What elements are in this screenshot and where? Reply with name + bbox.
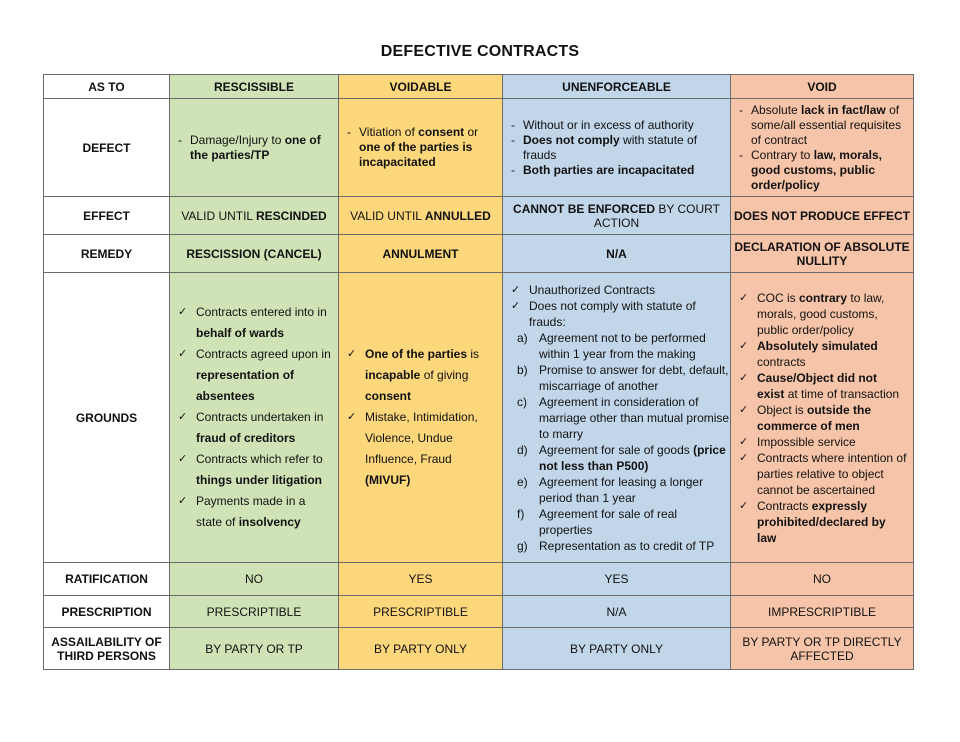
- list-item: ✓ Cause/Object did not exist at time of transaction: [739, 370, 900, 401]
- assailability-row: [44, 628, 914, 670]
- assailability-void: BY PARTY OR TP DIRECTLY AFFECTED: [731, 628, 914, 670]
- list-item: ✓ Impossible service: [739, 434, 856, 449]
- ratification-rescissible: NO: [170, 563, 339, 596]
- sub-list-item: g) Representation as to credit of TP: [517, 538, 715, 553]
- list-item: ✓ Contracts expressly prohibited/declared by law: [739, 498, 886, 545]
- sub-list-item: b) Promise to answer for debt, default, miscarriage of another: [517, 362, 729, 393]
- list-item: - Contrary to law, morals, good customs, public order/policy: [739, 148, 907, 193]
- list-item: ✓ Unauthorized Contracts: [511, 282, 656, 297]
- header-rescissible: RESCISSIBLE: [170, 75, 339, 99]
- document-title: DEFECTIVE CONTRACTS: [380, 43, 580, 60]
- ratification-unenforceable: YES: [503, 563, 731, 596]
- list-item: - Both parties are incapacitated: [511, 163, 724, 178]
- check-icon: ✓: [739, 499, 749, 512]
- grounds-row: [44, 273, 914, 563]
- list-item: ✓ One of the parties is incapable of giving consent: [347, 344, 496, 407]
- remedy-void: DECLARATION OF ABSOLUTE NULLITY: [731, 235, 914, 273]
- list-item: ✓ Absolutely simulated contracts: [739, 338, 878, 369]
- check-icon: ✓: [739, 339, 749, 352]
- grounds-voidable: [339, 273, 503, 563]
- effect-void: DOES NOT PRODUCE EFFECT: [731, 197, 914, 235]
- prescription-void: IMPRESCRIPTIBLE: [731, 596, 914, 628]
- defective-contracts-table: [43, 74, 914, 670]
- list-item: ✓ Does not comply with statute of frauds:: [511, 298, 696, 329]
- row-label-effect: EFFECT: [44, 197, 170, 235]
- list-item: - Damage/Injury to one of the parties/TP: [178, 133, 332, 163]
- check-icon: ✓: [739, 371, 749, 384]
- remedy-voidable: ANNULMENT: [339, 235, 503, 273]
- effect-unenforceable: CANNOT BE ENFORCED BY COURT ACTION: [503, 197, 731, 235]
- list-item: - Does not comply with statute of frauds: [511, 133, 724, 163]
- list-item: - Vitiation of consent or one of the parties is incapacitated: [347, 125, 496, 170]
- row-label-grounds: GROUNDS: [44, 273, 170, 563]
- list-item: ✓ Contracts undertaken in fraud of creditors: [178, 407, 332, 449]
- effect-rescissible: VALID UNTIL RESCINDED: [170, 197, 339, 235]
- grounds-void: [731, 273, 914, 563]
- check-icon: ✓: [178, 411, 188, 423]
- defect-rescissible: [170, 99, 339, 197]
- header-as-to: AS TO: [44, 75, 170, 99]
- header-unenforceable: UNENFORCEABLE: [503, 75, 731, 99]
- prescription-unenforceable: N/A: [503, 596, 731, 628]
- defect-void: [731, 99, 914, 197]
- prescription-rescissible: PRESCRIPTIBLE: [170, 596, 339, 628]
- remedy-row: [44, 235, 914, 273]
- defect-row: [44, 99, 914, 197]
- defect-unenforceable: [503, 99, 731, 197]
- check-icon: ✓: [178, 453, 188, 465]
- ratification-void: NO: [731, 563, 914, 596]
- header-row: [44, 75, 914, 99]
- row-label-assailability: ASSAILABILITY OF THIRD PERSONS: [44, 628, 170, 670]
- assailability-unenforceable: BY PARTY ONLY: [503, 628, 731, 670]
- list-item: ✓ Contracts entered into in behalf of wards: [178, 302, 332, 344]
- list-item: ✓ Payments made in a state of insolvency: [178, 491, 332, 533]
- effect-row: [44, 197, 914, 235]
- check-icon: ✓: [178, 495, 188, 507]
- assailability-rescissible: BY PARTY OR TP: [170, 628, 339, 670]
- defect-voidable: [339, 99, 503, 197]
- check-icon: ✓: [739, 435, 749, 448]
- grounds-rescissible: [170, 273, 339, 563]
- row-label-ratification: RATIFICATION: [44, 563, 170, 596]
- header-voidable: VOIDABLE: [339, 75, 503, 99]
- list-item: - Absolute lack in fact/law of some/all essential requisites of contract: [739, 103, 907, 148]
- sub-list-item: a) Agreement not to be performed within 1 year from the making: [517, 330, 706, 361]
- check-icon: ✓: [511, 283, 521, 296]
- list-item: ✓ Contracts agreed upon in representation of absentees: [178, 344, 332, 407]
- grounds-unenforceable: [503, 273, 731, 563]
- remedy-rescissible: RESCISSION (CANCEL): [170, 235, 339, 273]
- check-icon: ✓: [739, 291, 749, 304]
- list-item: - Without or in excess of authority: [511, 118, 724, 133]
- sub-list-item: d) Agreement for sale of goods (price not less than P500): [517, 442, 726, 473]
- list-item: ✓ Contracts which refer to things under litigation: [178, 449, 332, 491]
- check-icon: ✓: [347, 411, 357, 423]
- row-label-prescription: PRESCRIPTION: [44, 596, 170, 628]
- check-icon: ✓: [511, 299, 521, 312]
- list-item: ✓ COC is contrary to law, morals, good customs, public order/policy: [739, 290, 885, 337]
- check-icon: ✓: [347, 348, 357, 360]
- effect-voidable: VALID UNTIL ANNULLED: [339, 197, 503, 235]
- list-item: ✓ Mistake, Intimidation, Violence, Undue Influence, Fraud (MIVUF): [347, 407, 496, 491]
- row-label-remedy: REMEDY: [44, 235, 170, 273]
- row-label-defect: DEFECT: [44, 99, 170, 197]
- prescription-voidable: PRESCRIPTIBLE: [339, 596, 503, 628]
- sub-list-item: e) Agreement for leasing a longer period than 1 year: [517, 474, 704, 505]
- ratification-voidable: YES: [339, 563, 503, 596]
- prescription-row: [44, 596, 914, 628]
- list-item: ✓ Object is outside the commerce of men: [739, 402, 872, 433]
- check-icon: ✓: [739, 451, 749, 464]
- remedy-unenforceable: N/A: [503, 235, 731, 273]
- check-icon: ✓: [178, 348, 188, 360]
- sub-list-item: c) Agreement in consideration of marriage other than mutual promise to marry: [517, 394, 730, 441]
- header-void: VOID: [731, 75, 914, 99]
- assailability-voidable: BY PARTY ONLY: [339, 628, 503, 670]
- ratification-row: [44, 563, 914, 596]
- check-icon: ✓: [739, 403, 749, 416]
- check-icon: ✓: [178, 306, 188, 318]
- list-item: ✓ Contracts where intention of parties relative to object cannot be ascertained: [739, 450, 907, 497]
- sub-list-item: f) Agreement for sale of real properties: [517, 506, 678, 537]
